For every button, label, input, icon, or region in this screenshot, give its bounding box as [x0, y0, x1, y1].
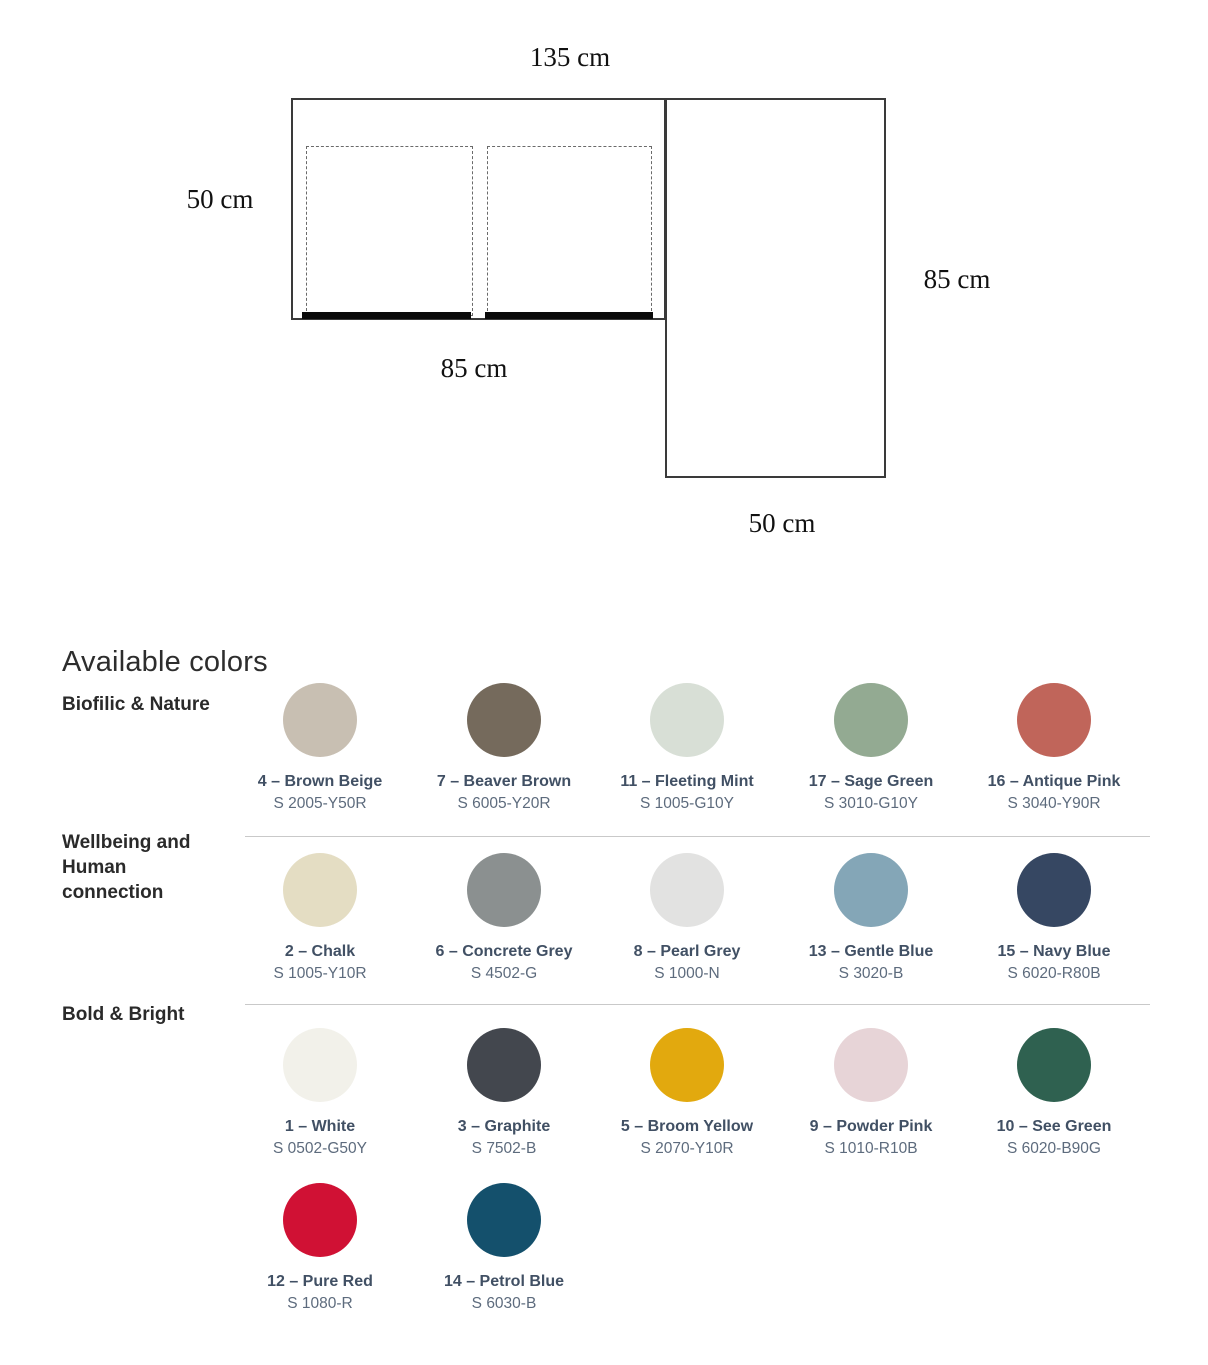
swatch-name: 12 – Pure Red — [267, 1273, 373, 1290]
color-swatch-concrete-grey — [412, 853, 596, 982]
swatch-circle — [650, 853, 724, 927]
swatch-name: 6 – Concrete Grey — [435, 943, 573, 960]
color-swatch-antique-pink — [962, 683, 1146, 812]
swatch-circle — [834, 683, 908, 757]
swatch-circle — [650, 1028, 724, 1102]
swatch-circle — [834, 853, 908, 927]
dimension-label-right: 85 cm — [923, 264, 991, 294]
swatch-circle — [467, 683, 541, 757]
swatch-code: S 2005-Y50R — [273, 795, 367, 812]
swatch-name: 7 – Beaver Brown — [436, 773, 572, 790]
dashed-panel-right — [487, 146, 652, 316]
color-swatch-navy-blue — [962, 853, 1146, 982]
swatch-circle — [283, 1028, 357, 1102]
dashed-panel-left — [306, 146, 473, 316]
side-panel-outline — [665, 98, 886, 478]
dimension-label-left: 50 cm — [186, 184, 254, 214]
swatch-circle — [467, 1028, 541, 1102]
thick-edge-bar-right — [485, 312, 653, 319]
color-swatch-brown-beige — [228, 683, 412, 812]
swatch-circle — [283, 853, 357, 927]
dimension-label-bottom-left: 85 cm — [440, 353, 508, 383]
swatch-circle — [467, 853, 541, 927]
color-swatch-graphite — [412, 1028, 596, 1157]
swatch-name: 16 – Antique Pink — [987, 773, 1121, 790]
swatch-row-biofilic — [0, 683, 1208, 823]
swatch-name: 11 – Fleeting Mint — [620, 773, 754, 790]
swatch-circle — [650, 683, 724, 757]
swatch-name: 8 – Pearl Grey — [633, 943, 741, 960]
color-swatch-beaver-brown — [412, 683, 596, 812]
category-label-biofilic: Biofilic & Nature — [62, 694, 210, 715]
swatch-code: S 6020-B90G — [1007, 1140, 1101, 1157]
dimension-label-top: 135 cm — [529, 42, 611, 72]
swatch-circle — [283, 683, 357, 757]
swatch-circle — [1017, 853, 1091, 927]
color-swatch-sage-green — [779, 683, 963, 812]
swatch-circle — [834, 1028, 908, 1102]
swatch-code: S 6005-Y20R — [457, 795, 551, 812]
swatch-code: S 1005-G10Y — [640, 795, 734, 812]
row-divider — [245, 1004, 1150, 1005]
swatch-code: S 3040-Y90R — [1007, 795, 1101, 812]
color-swatch-chalk — [228, 853, 412, 982]
swatch-name: 9 – Powder Pink — [809, 1118, 933, 1135]
swatch-row-wellbeing — [0, 853, 1208, 993]
swatch-row-bold-bright — [0, 1028, 1208, 1168]
color-swatch-petrol-blue — [412, 1183, 596, 1312]
swatch-name: 10 – See Green — [996, 1118, 1112, 1135]
color-swatch-pure-red — [228, 1183, 412, 1312]
category-label-bold-bright: Bold & Bright — [62, 1004, 185, 1025]
swatch-name: 1 – White — [284, 1118, 356, 1135]
swatch-code: S 2070-Y10R — [640, 1140, 734, 1157]
swatch-circle — [1017, 683, 1091, 757]
swatch-name: 17 – Sage Green — [808, 773, 934, 790]
swatch-code: S 6020-R80B — [1007, 965, 1101, 982]
dimension-label-bottom-right: 50 cm — [748, 508, 816, 538]
category-label-wellbeing: Wellbeing and Human connection — [62, 832, 191, 903]
swatch-code: S 4502-G — [470, 965, 538, 982]
swatch-name: 5 – Broom Yellow — [620, 1118, 754, 1135]
swatch-name: 2 – Chalk — [284, 943, 356, 960]
color-swatch-broom-yellow — [595, 1028, 779, 1157]
swatch-code: S 1010-R10B — [824, 1140, 918, 1157]
swatch-name: 15 – Navy Blue — [997, 943, 1111, 960]
color-swatch-fleeting-mint — [595, 683, 779, 812]
swatch-name: 14 – Petrol Blue — [443, 1273, 565, 1290]
available-colors-heading: Available colors — [62, 646, 268, 678]
color-swatch-white — [228, 1028, 412, 1157]
swatch-code: S 1000-N — [654, 965, 720, 982]
swatch-name: 13 – Gentle Blue — [808, 943, 934, 960]
color-swatch-powder-pink — [779, 1028, 963, 1157]
swatch-circle — [283, 1183, 357, 1257]
swatch-code: S 3020-B — [838, 965, 904, 982]
color-swatch-pearl-grey — [595, 853, 779, 982]
swatch-row-extra — [0, 1183, 1208, 1323]
swatch-code: S 1080-R — [287, 1295, 353, 1312]
color-swatch-see-green — [962, 1028, 1146, 1157]
swatch-code: S 6030-B — [471, 1295, 537, 1312]
color-swatch-gentle-blue — [779, 853, 963, 982]
swatch-code: S 7502-B — [471, 1140, 537, 1157]
row-divider — [245, 836, 1150, 837]
swatch-circle — [467, 1183, 541, 1257]
swatch-code: S 1005-Y10R — [273, 965, 367, 982]
swatch-code: S 3010-G10Y — [824, 795, 918, 812]
thick-edge-bar-left — [302, 312, 471, 319]
swatch-name: 3 – Graphite — [457, 1118, 551, 1135]
swatch-name: 4 – Brown Beige — [257, 773, 383, 790]
swatch-circle — [1017, 1028, 1091, 1102]
swatch-code: S 0502-G50Y — [273, 1140, 367, 1157]
